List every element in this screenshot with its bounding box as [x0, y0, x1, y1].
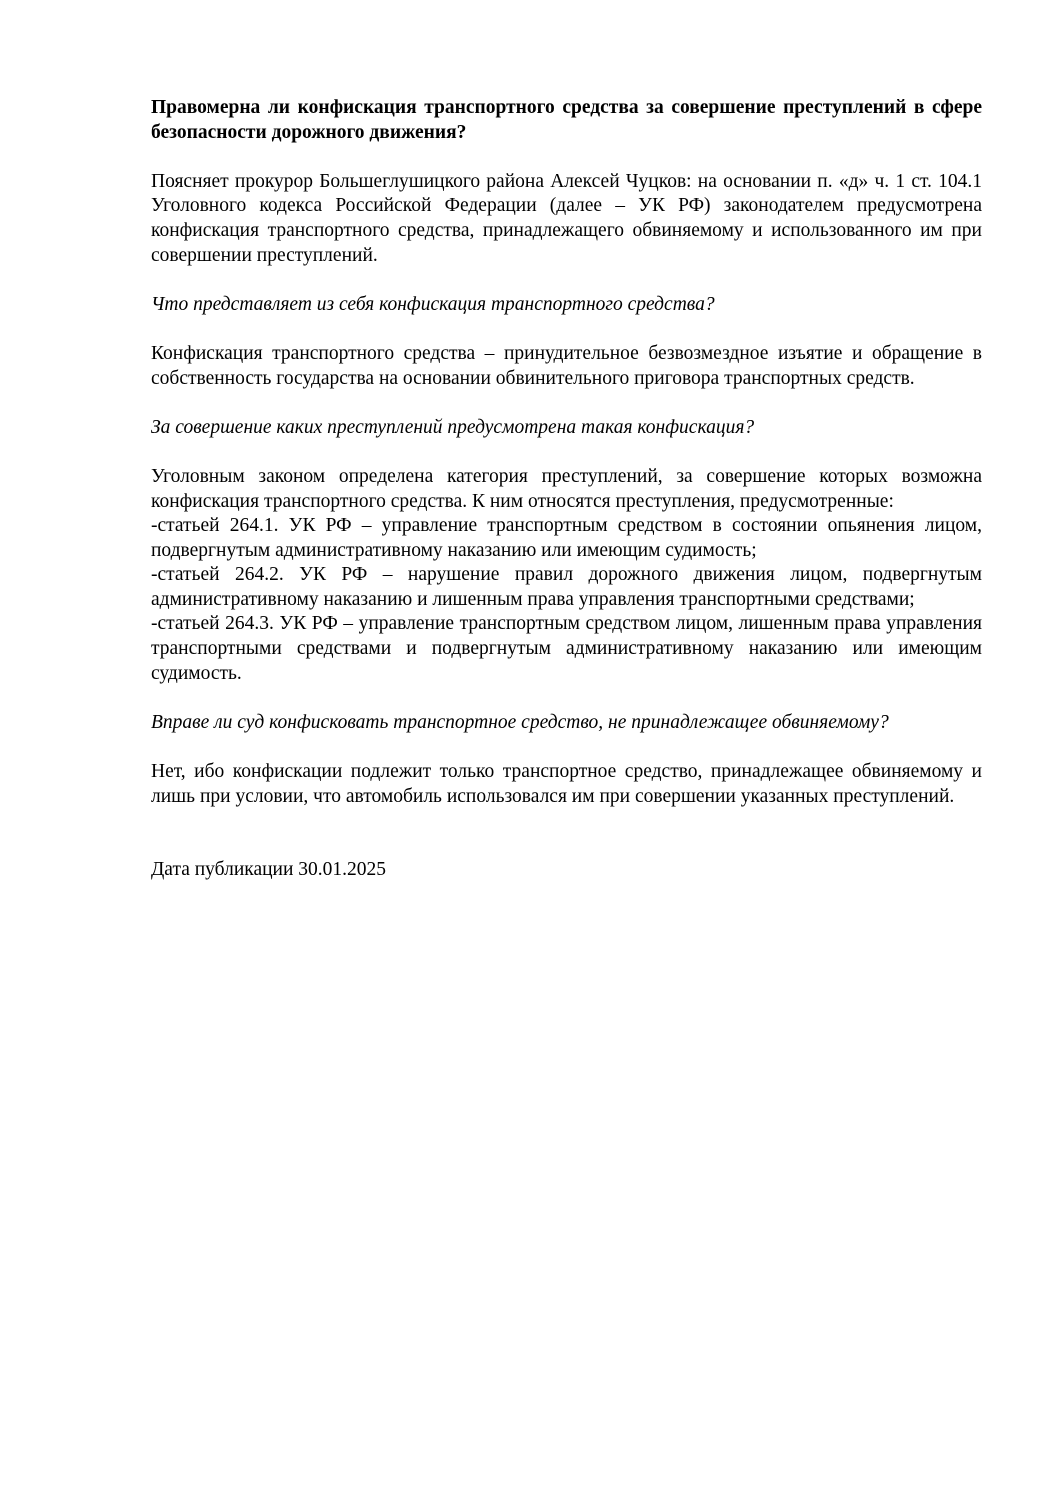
answer-block-2: [151, 465, 982, 686]
intro-paragraph: Поясняет прокурор Большеглушицкого района Алексей Чуцков: на основании п. «д» ч. 1 ст. 104.1 Уголовного кодекса Российской Федерации (далее – УК РФ) законодателем предусмотрена конфискация транспортного средства, принадлежащего обвиняемому и использованного им при совершении преступлений.: [151, 170, 982, 266]
question-heading-3: Вправе ли суд конфисковать транспортное средство, не принадлежащее обвиняемому?: [151, 711, 889, 733]
publication-date: Дата публикации 30.01.2025: [151, 859, 387, 881]
answer-paragraph-1: Конфискация транспортного средства – принудительное безвозмездное изъятие и обращение в собственность государства на основании обвинительного приговора транспортных средств.: [151, 342, 982, 389]
question-heading-1: Что представляет из себя конфискация транспортного средства?: [151, 293, 715, 315]
document-title: Правомерна ли конфискация транспортного средства за совершение преступлений в сфере безопасности дорожного движения?: [151, 97, 982, 143]
answer-paragraph-3: Нет, ибо конфискации подлежит только транспортное средство, принадлежащее обвиняемому и лишь при условии, что автомобиль использовался им при совершении указанных преступлений.: [151, 761, 982, 807]
list-item: -статьей 264.1. УК РФ – управление транспортным средством в состоянии опьянения лицом, подвергнутым административному наказанию или имеющим судимость;: [151, 515, 982, 561]
list-item: -статьей 264.3. УК РФ – управление транспортным средством лицом, лишенным права управления транспортными средствами и подвергнутым административному наказанию или имеющим судимость.: [151, 613, 982, 684]
answer-paragraph-2-intro: Уголовным законом определена категория преступлений, за совершение которых возможна конфискация транспортного средства. К ним относятся преступления, предусмотренные:: [151, 465, 982, 512]
document-page: [151, 96, 982, 883]
question-heading-2: За совершение каких преступлений предусмотрена такая конфискация?: [151, 416, 755, 438]
list-item: -статьей 264.2. УК РФ – нарушение правил дорожного движения лицом, подвергнутым административному наказанию и лишенным права управления транспортными средствами;: [151, 564, 982, 610]
